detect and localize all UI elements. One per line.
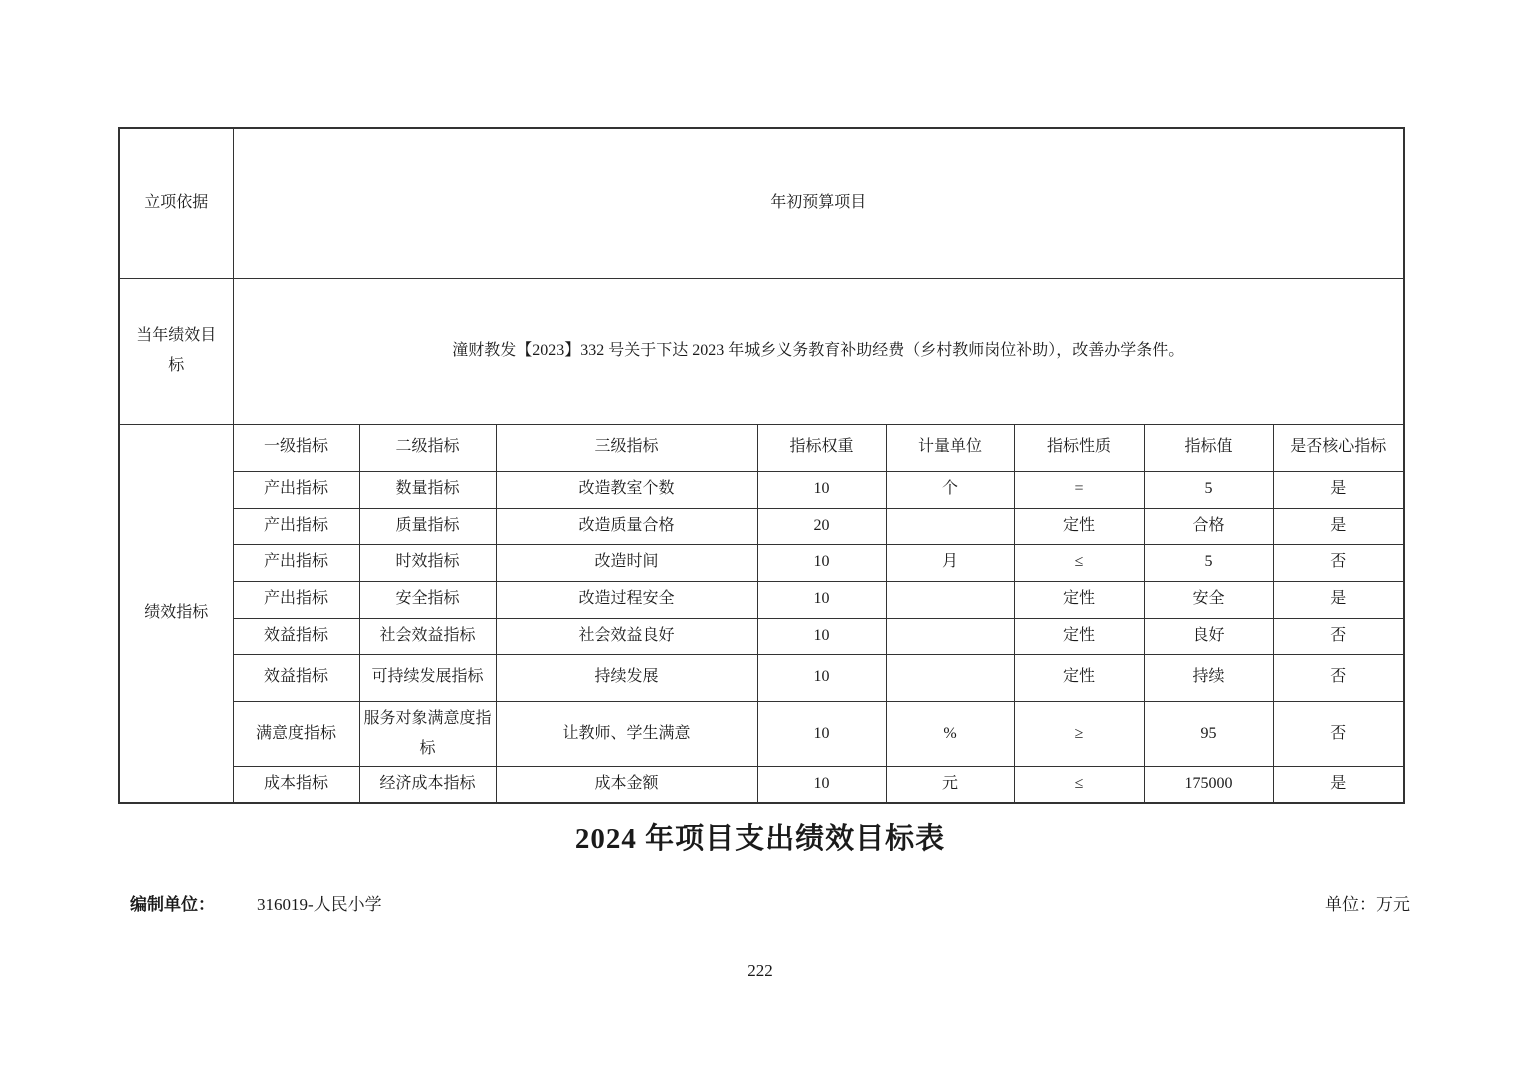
indicator-cell: 元 bbox=[886, 767, 1014, 803]
indicator-cell: 定性 bbox=[1014, 581, 1144, 618]
indicator-cell: 改造教室个数 bbox=[496, 471, 757, 508]
indicator-cell: 经济成本指标 bbox=[359, 767, 496, 803]
indicator-cell: = bbox=[1014, 471, 1144, 508]
indicator-cell: 否 bbox=[1273, 701, 1404, 767]
indicator-cell: 满意度指标 bbox=[233, 701, 359, 767]
indicator-cell: 95 bbox=[1144, 701, 1273, 767]
indicator-cell: ≤ bbox=[1014, 767, 1144, 803]
indicator-cell: 数量指标 bbox=[359, 471, 496, 508]
indicator-cell: 改造时间 bbox=[496, 544, 757, 581]
indicator-cell: 质量指标 bbox=[359, 508, 496, 544]
table-row bbox=[119, 278, 1404, 424]
compiling-unit-label: 编制单位： bbox=[130, 894, 215, 914]
indicator-cell: 是 bbox=[1273, 767, 1404, 803]
indicator-cell: 产出指标 bbox=[233, 508, 359, 544]
project-basis-label: 立项依据 bbox=[119, 128, 233, 278]
annual-performance-target-label-text: 当年绩效目标 bbox=[136, 326, 217, 374]
indicator-cell: 社会效益良好 bbox=[496, 618, 757, 654]
indicator-cell: 成本金额 bbox=[496, 767, 757, 803]
performance-target-table bbox=[118, 127, 1405, 804]
indicator-cell: 10 bbox=[757, 654, 886, 701]
indicator-row bbox=[119, 471, 1404, 508]
indicator-cell: 产出指标 bbox=[233, 544, 359, 581]
column-header-unit: 计量单位 bbox=[886, 424, 1014, 471]
compiling-unit-line bbox=[0, 889, 1520, 915]
indicator-row bbox=[119, 581, 1404, 618]
indicator-header-row bbox=[119, 424, 1404, 471]
indicator-cell: 是 bbox=[1273, 508, 1404, 544]
indicator-row bbox=[119, 618, 1404, 654]
page-number: 222 bbox=[747, 961, 773, 980]
indicator-row bbox=[119, 544, 1404, 581]
indicator-cell: 社会效益指标 bbox=[359, 618, 496, 654]
indicator-row bbox=[119, 508, 1404, 544]
indicator-cell: 安全指标 bbox=[359, 581, 496, 618]
table-row bbox=[119, 128, 1404, 278]
document-title: 2024 年项目支出绩效目标表 bbox=[574, 823, 946, 855]
project-basis-value: 年初预算项目 bbox=[233, 128, 1404, 278]
indicator-cell: 否 bbox=[1273, 654, 1404, 701]
indicator-cell: 10 bbox=[757, 581, 886, 618]
indicator-cell bbox=[886, 618, 1014, 654]
compiling-unit-value: 316019-人民小学 bbox=[257, 894, 382, 914]
indicator-cell: 175000 bbox=[1144, 767, 1273, 803]
indicator-cell: 10 bbox=[757, 767, 886, 803]
indicator-cell: 月 bbox=[886, 544, 1014, 581]
indicator-cell: 否 bbox=[1273, 618, 1404, 654]
indicator-cell: 是 bbox=[1273, 581, 1404, 618]
indicator-row bbox=[119, 767, 1404, 803]
indicator-cell: 定性 bbox=[1014, 508, 1144, 544]
indicator-cell: 产出指标 bbox=[233, 581, 359, 618]
column-header-weight: 指标权重 bbox=[757, 424, 886, 471]
indicator-cell: 持续 bbox=[1144, 654, 1273, 701]
indicator-cell: 5 bbox=[1144, 544, 1273, 581]
indicator-cell: 时效指标 bbox=[359, 544, 496, 581]
column-header-level1: 一级指标 bbox=[233, 424, 359, 471]
indicator-cell: 10 bbox=[757, 618, 886, 654]
indicator-cell: 20 bbox=[757, 508, 886, 544]
indicator-row bbox=[119, 701, 1404, 767]
indicator-cell: 个 bbox=[886, 471, 1014, 508]
indicator-row bbox=[119, 654, 1404, 701]
indicator-cell: 定性 bbox=[1014, 654, 1144, 701]
column-header-nature: 指标性质 bbox=[1014, 424, 1144, 471]
indicator-cell: ≤ bbox=[1014, 544, 1144, 581]
indicator-cell: 改造过程安全 bbox=[496, 581, 757, 618]
indicator-cell bbox=[886, 654, 1014, 701]
indicator-cell: 让教师、学生满意 bbox=[496, 701, 757, 767]
indicator-cell: 5 bbox=[1144, 471, 1273, 508]
column-header-core: 是否核心指标 bbox=[1273, 424, 1404, 471]
currency-unit-note: 单位：万元 bbox=[1325, 894, 1410, 914]
indicator-cell: ≥ bbox=[1014, 701, 1144, 767]
indicator-cell bbox=[886, 508, 1014, 544]
indicator-cell: 成本指标 bbox=[233, 767, 359, 803]
annual-performance-target-label bbox=[119, 278, 233, 424]
annual-performance-target-value: 潼财教发【2023】332 号关于下达 2023 年城乡义务教育补助经费（乡村教师岗位补助），改善办学条件。 bbox=[233, 278, 1404, 424]
column-header-level3: 三级指标 bbox=[496, 424, 757, 471]
indicator-cell: 产出指标 bbox=[233, 471, 359, 508]
indicator-cell: 良好 bbox=[1144, 618, 1273, 654]
indicator-cell: 10 bbox=[757, 544, 886, 581]
indicator-cell bbox=[886, 581, 1014, 618]
indicator-cell: 服务对象满意度指标 bbox=[359, 701, 496, 767]
performance-indicator-section-label: 绩效指标 bbox=[119, 424, 233, 803]
indicator-cell: 效益指标 bbox=[233, 618, 359, 654]
indicator-cell: 安全 bbox=[1144, 581, 1273, 618]
indicator-cell: 改造质量合格 bbox=[496, 508, 757, 544]
indicator-cell: 效益指标 bbox=[233, 654, 359, 701]
indicator-cell: 10 bbox=[757, 471, 886, 508]
indicator-cell: % bbox=[886, 701, 1014, 767]
column-header-value: 指标值 bbox=[1144, 424, 1273, 471]
indicator-cell: 定性 bbox=[1014, 618, 1144, 654]
indicator-cell: 是 bbox=[1273, 471, 1404, 508]
indicator-cell: 持续发展 bbox=[496, 654, 757, 701]
indicator-cell: 10 bbox=[757, 701, 886, 767]
indicator-cell: 合格 bbox=[1144, 508, 1273, 544]
indicator-cell: 否 bbox=[1273, 544, 1404, 581]
indicator-cell: 可持续发展指标 bbox=[359, 654, 496, 701]
column-header-level2: 二级指标 bbox=[359, 424, 496, 471]
